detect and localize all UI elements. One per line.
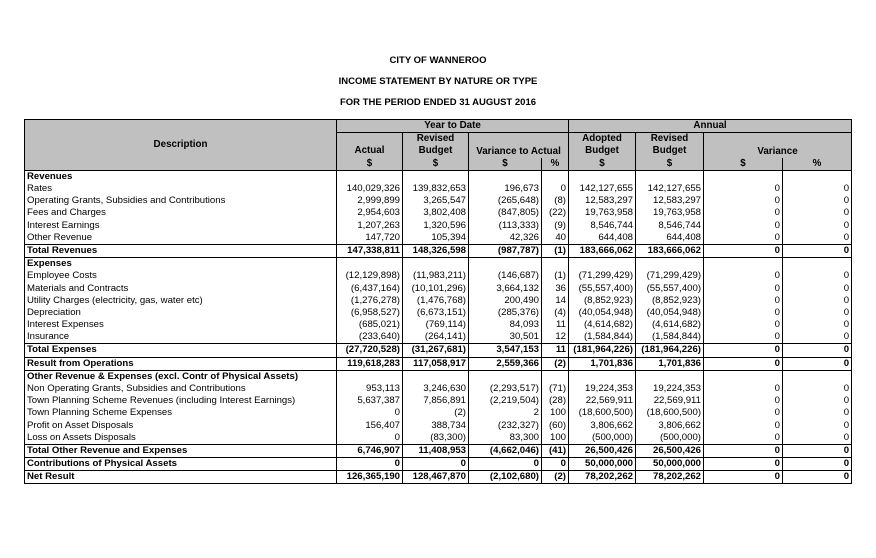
row-description: Materials and Contracts: [25, 282, 337, 294]
ytd-revised-budget-cell: 0: [403, 458, 469, 471]
total-row: [25, 244, 852, 257]
row-description: Total Expenses: [25, 344, 337, 357]
annual-revised-budget-cell: (71,299,429): [636, 270, 704, 282]
annual-variance-percent-cell: 0: [783, 282, 852, 294]
total-row: [25, 357, 852, 370]
annual-variance-percent-cell: 0: [783, 307, 852, 319]
annual-variance-percent-cell: 0: [783, 432, 852, 445]
row-description: Employee Costs: [25, 270, 337, 282]
ytd-variance-amount-cell: 2: [469, 407, 542, 419]
annual-variance-percent-cell: 0: [783, 220, 852, 232]
ytd-revised-budget-cell: (83,300): [403, 432, 469, 445]
ytd-variance-percent-cell: (2): [542, 471, 569, 484]
ytd-variance-percent-cell: 0: [542, 458, 569, 471]
ytd-actual-cell: [337, 370, 403, 383]
ytd-variance-amount-cell: 0: [469, 458, 542, 471]
annual-variance-percent-cell: 0: [783, 420, 852, 432]
ytd-revised-budget-cell: 139,832,653: [403, 183, 469, 195]
annual-variance-amount-cell: 0: [704, 319, 783, 331]
annual-variance-percent-cell: 0: [783, 395, 852, 407]
annual-variance-amount-cell: 0: [704, 383, 783, 395]
annual-revised-budget-cell: (18,600,500): [636, 407, 704, 419]
annual-adopted-budget-cell: (8,852,923): [569, 295, 636, 307]
annual-revised-budget-cell: 142,127,655: [636, 183, 704, 195]
ytd-revised-budget-cell: 1,320,596: [403, 220, 469, 232]
ytd-revised-budget-cell: 7,856,891: [403, 395, 469, 407]
row-description: Utility Charges (electricity, gas, water etc): [25, 295, 337, 307]
adopted-budget-header: Adopted Budget: [569, 133, 636, 158]
ytd-variance-percent-cell: (60): [542, 420, 569, 432]
annual-adopted-budget-cell: (55,557,400): [569, 282, 636, 294]
annual-variance-percent-unit: %: [783, 158, 852, 171]
row-description: Contributions of Physical Assets: [25, 458, 337, 471]
annual-variance-amount-cell: 0: [704, 295, 783, 307]
annual-adopted-budget-cell: 12,583,297: [569, 195, 636, 207]
annual-revised-budget-cell: (55,557,400): [636, 282, 704, 294]
ytd-group-header: Year to Date: [337, 120, 569, 133]
annual-variance-percent-cell: 0: [783, 331, 852, 344]
annual-revised-budget-cell: [636, 170, 704, 183]
ytd-revised-budget-cell: (264,141): [403, 331, 469, 344]
ytd-revised-budget-cell: 11,408,953: [403, 444, 469, 457]
annual-adopted-budget-cell: 183,666,062: [569, 244, 636, 257]
ytd-actual-cell: (685,021): [337, 319, 403, 331]
ytd-variance-amount-cell: (2,219,504): [469, 395, 542, 407]
ytd-variance-percent-cell: (1): [542, 244, 569, 257]
annual-variance-amount-cell: 0: [704, 344, 783, 357]
ytd-revised-budget-cell: 128,467,870: [403, 471, 469, 484]
ytd-variance-percent-cell: 11: [542, 319, 569, 331]
annual-variance-amount-cell: 0: [704, 195, 783, 207]
annual-variance-dollar-unit: $: [704, 158, 783, 171]
actual-unit: $: [337, 158, 403, 171]
ytd-actual-cell: 119,618,283: [337, 357, 403, 370]
variance-percent-unit: %: [542, 158, 569, 171]
total-row: [25, 458, 852, 471]
ytd-variance-percent-cell: 40: [542, 232, 569, 245]
annual-adopted-budget-cell: 644,408: [569, 232, 636, 245]
annual-variance-percent-cell: [783, 170, 852, 183]
annual-revised-budget-cell: 8,546,744: [636, 220, 704, 232]
table-row: [25, 183, 852, 195]
annual-revised-budget-cell: 12,583,297: [636, 195, 704, 207]
revised-budget-unit: $: [403, 158, 469, 171]
ytd-revised-budget-cell: (6,673,151): [403, 307, 469, 319]
ytd-variance-amount-cell: (987,787): [469, 244, 542, 257]
annual-adopted-budget-cell: 142,127,655: [569, 183, 636, 195]
report-entity-title: CITY OF WANNEROO: [389, 55, 487, 66]
annual-revised-budget-cell: 78,202,262: [636, 471, 704, 484]
annual-variance-percent-cell: 0: [783, 471, 852, 484]
table-row: [25, 319, 852, 331]
section-heading-row: [25, 170, 852, 183]
annual-revised-budget-cell: (40,054,948): [636, 307, 704, 319]
row-description: Profit on Asset Disposals: [25, 420, 337, 432]
annual-revised-budget-cell: (4,614,682): [636, 319, 704, 331]
annual-revised-budget-cell: (8,852,923): [636, 295, 704, 307]
annual-variance-percent-cell: 0: [783, 244, 852, 257]
annual-variance-amount-cell: [704, 258, 783, 271]
annual-adopted-budget-cell: (4,614,682): [569, 319, 636, 331]
row-description: Total Other Revenue and Expenses: [25, 444, 337, 457]
ytd-actual-cell: (27,720,528): [337, 344, 403, 357]
ytd-variance-amount-cell: 84,093: [469, 319, 542, 331]
annual-variance-amount-cell: 0: [704, 282, 783, 294]
ytd-variance-percent-cell: 100: [542, 432, 569, 445]
annual-variance-percent-cell: 0: [783, 270, 852, 282]
ytd-variance-amount-cell: [469, 170, 542, 183]
table-row: [25, 295, 852, 307]
annual-adopted-budget-cell: 78,202,262: [569, 471, 636, 484]
ytd-variance-percent-cell: (22): [542, 207, 569, 219]
annual-group-header: Annual: [569, 120, 852, 133]
table-row: [25, 220, 852, 232]
ytd-variance-amount-cell: 2,559,366: [469, 357, 542, 370]
ytd-revised-budget-cell: 148,326,598: [403, 244, 469, 257]
annual-revised-budget-cell: 1,701,836: [636, 357, 704, 370]
annual-adopted-budget-cell: 3,806,662: [569, 420, 636, 432]
row-description: Total Revenues: [25, 244, 337, 257]
annual-variance-percent-cell: 0: [783, 344, 852, 357]
report-title: INCOME STATEMENT BY NATURE OR TYPE: [338, 76, 538, 87]
annual-adopted-budget-cell: (1,584,844): [569, 331, 636, 344]
ytd-revised-budget-cell: 105,394: [403, 232, 469, 245]
ytd-variance-amount-cell: (847,805): [469, 207, 542, 219]
annual-revised-budget-cell: [636, 370, 704, 383]
annual-adopted-budget-cell: (71,299,429): [569, 270, 636, 282]
ytd-variance-percent-cell: [542, 370, 569, 383]
annual-adopted-budget-cell: 19,763,958: [569, 207, 636, 219]
ytd-variance-percent-cell: (8): [542, 195, 569, 207]
income-statement-table: [24, 119, 852, 484]
table-row: [25, 282, 852, 294]
annual-variance-percent-cell: 0: [783, 319, 852, 331]
ytd-variance-percent-cell: (1): [542, 270, 569, 282]
annual-revised-budget-cell: 19,763,958: [636, 207, 704, 219]
ytd-actual-cell: [337, 170, 403, 183]
annual-variance-percent-cell: [783, 370, 852, 383]
row-description: Fees and Charges: [25, 207, 337, 219]
ytd-variance-amount-cell: 30,501: [469, 331, 542, 344]
annual-adopted-budget-cell: [569, 170, 636, 183]
ytd-revised-budget-cell: [403, 370, 469, 383]
table-row: [25, 232, 852, 245]
ytd-actual-cell: [337, 258, 403, 271]
row-description: Loss on Assets Disposals: [25, 432, 337, 445]
ytd-variance-percent-cell: 0: [542, 183, 569, 195]
annual-variance-amount-cell: 0: [704, 357, 783, 370]
ytd-actual-cell: 2,999,899: [337, 195, 403, 207]
table-row: [25, 432, 852, 445]
row-description: Insurance: [25, 331, 337, 344]
ytd-variance-percent-cell: 100: [542, 407, 569, 419]
annual-variance-percent-cell: 0: [783, 195, 852, 207]
row-description: Rates: [25, 183, 337, 195]
row-description: Revenues: [25, 170, 337, 183]
annual-variance-percent-cell: 0: [783, 357, 852, 370]
annual-revised-budget-unit: $: [636, 158, 704, 171]
total-row: [25, 471, 852, 484]
ytd-variance-percent-cell: 11: [542, 344, 569, 357]
annual-variance-amount-cell: 0: [704, 432, 783, 445]
ytd-variance-amount-cell: (285,376): [469, 307, 542, 319]
annual-variance-percent-cell: 0: [783, 407, 852, 419]
annual-variance-percent-cell: 0: [783, 458, 852, 471]
annual-adopted-budget-cell: [569, 258, 636, 271]
annual-revised-budget-cell: 26,500,426: [636, 444, 704, 457]
ytd-actual-cell: (6,958,527): [337, 307, 403, 319]
table-row: [25, 395, 852, 407]
ytd-variance-percent-cell: 12: [542, 331, 569, 344]
row-description: Result from Operations: [25, 357, 337, 370]
row-description: Interest Expenses: [25, 319, 337, 331]
ytd-actual-cell: 6,746,907: [337, 444, 403, 457]
table-row: [25, 420, 852, 432]
annual-variance-amount-cell: [704, 370, 783, 383]
ytd-actual-cell: 5,637,387: [337, 395, 403, 407]
ytd-actual-cell: 156,407: [337, 420, 403, 432]
ytd-variance-percent-cell: 36: [542, 282, 569, 294]
ytd-variance-amount-cell: (265,648): [469, 195, 542, 207]
ytd-variance-amount-cell: (146,687): [469, 270, 542, 282]
ytd-variance-percent-cell: [542, 170, 569, 183]
annual-variance-header: Variance: [704, 133, 852, 158]
total-row: [25, 444, 852, 457]
ytd-revised-budget-cell: [403, 170, 469, 183]
row-description: Non Operating Grants, Subsidies and Contributions: [25, 383, 337, 395]
ytd-actual-cell: (6,437,164): [337, 282, 403, 294]
annual-revised-budget-cell: (181,964,226): [636, 344, 704, 357]
annual-variance-percent-cell: 0: [783, 183, 852, 195]
annual-variance-amount-cell: 0: [704, 207, 783, 219]
ytd-revised-budget-cell: (10,101,296): [403, 282, 469, 294]
ytd-actual-cell: (12,129,898): [337, 270, 403, 282]
ytd-actual-cell: 147,338,811: [337, 244, 403, 257]
ytd-revised-budget-cell: 388,734: [403, 420, 469, 432]
annual-adopted-budget-cell: 19,224,353: [569, 383, 636, 395]
ytd-revised-budget-cell: (2): [403, 407, 469, 419]
table-row: [25, 195, 852, 207]
annual-variance-amount-cell: 0: [704, 270, 783, 282]
ytd-actual-cell: 0: [337, 458, 403, 471]
annual-variance-percent-cell: 0: [783, 444, 852, 457]
annual-adopted-budget-cell: (181,964,226): [569, 344, 636, 357]
annual-adopted-budget-cell: 22,569,911: [569, 395, 636, 407]
table-row: [25, 270, 852, 282]
ytd-variance-percent-cell: (28): [542, 395, 569, 407]
annual-revised-budget-cell: 22,569,911: [636, 395, 704, 407]
ytd-actual-cell: 147,720: [337, 232, 403, 245]
ytd-revised-budget-cell: (11,983,211): [403, 270, 469, 282]
row-description: Operating Grants, Subsidies and Contributions: [25, 195, 337, 207]
actual-header: Actual: [337, 145, 403, 157]
ytd-variance-percent-cell: 14: [542, 295, 569, 307]
ytd-revised-budget-cell: [403, 258, 469, 271]
annual-variance-amount-cell: 0: [704, 244, 783, 257]
annual-variance-amount-cell: 0: [704, 471, 783, 484]
actual-header-blank: [337, 133, 403, 146]
annual-adopted-budget-cell: 50,000,000: [569, 458, 636, 471]
ytd-variance-amount-cell: (2,293,517): [469, 383, 542, 395]
annual-variance-amount-cell: 0: [704, 395, 783, 407]
annual-adopted-budget-cell: [569, 370, 636, 383]
annual-revised-budget-cell: 50,000,000: [636, 458, 704, 471]
description-header: Description: [25, 120, 337, 171]
annual-variance-amount-cell: 0: [704, 444, 783, 457]
annual-adopted-budget-cell: (18,600,500): [569, 407, 636, 419]
row-description: Interest Earnings: [25, 220, 337, 232]
ytd-revised-budget-cell: 117,058,917: [403, 357, 469, 370]
ytd-variance-amount-cell: 3,664,132: [469, 282, 542, 294]
ytd-variance-percent-cell: (2): [542, 357, 569, 370]
row-description: Town Planning Scheme Revenues (including Interest Earnings): [25, 395, 337, 407]
variance-to-actual-header: Variance to Actual: [469, 133, 569, 158]
table-row: [25, 383, 852, 395]
ytd-revised-budget-cell: 3,265,547: [403, 195, 469, 207]
ytd-actual-cell: 140,029,326: [337, 183, 403, 195]
row-description: Depreciation: [25, 307, 337, 319]
ytd-revised-budget-cell: (769,114): [403, 319, 469, 331]
ytd-actual-cell: (1,276,278): [337, 295, 403, 307]
ytd-variance-amount-cell: (4,662,046): [469, 444, 542, 457]
annual-variance-amount-cell: [704, 170, 783, 183]
ytd-variance-percent-cell: [542, 258, 569, 271]
table-row: [25, 331, 852, 344]
annual-revised-budget-cell: (1,584,844): [636, 331, 704, 344]
annual-revised-budget-cell: 19,224,353: [636, 383, 704, 395]
total-row: [25, 344, 852, 357]
ytd-variance-amount-cell: [469, 370, 542, 383]
revised-budget-header: Revised Budget: [403, 133, 469, 158]
annual-variance-amount-cell: 0: [704, 220, 783, 232]
annual-variance-amount-cell: 0: [704, 420, 783, 432]
ytd-variance-percent-cell: (71): [542, 383, 569, 395]
ytd-revised-budget-cell: (31,267,681): [403, 344, 469, 357]
annual-variance-amount-cell: 0: [704, 307, 783, 319]
ytd-actual-cell: 0: [337, 407, 403, 419]
annual-revised-budget-header: Revised Budget: [636, 133, 704, 158]
annual-variance-amount-cell: 0: [704, 183, 783, 195]
adopted-budget-unit: $: [569, 158, 636, 171]
ytd-revised-budget-cell: 3,246,630: [403, 383, 469, 395]
ytd-actual-cell: 953,113: [337, 383, 403, 395]
report-period: FOR THE PERIOD ENDED 31 AUGUST 2016: [339, 97, 537, 108]
ytd-variance-amount-cell: (113,333): [469, 220, 542, 232]
annual-revised-budget-cell: 3,806,662: [636, 420, 704, 432]
ytd-variance-amount-cell: (2,102,680): [469, 471, 542, 484]
ytd-variance-percent-cell: (9): [542, 220, 569, 232]
ytd-variance-percent-cell: (4): [542, 307, 569, 319]
table-row: [25, 207, 852, 219]
annual-revised-budget-cell: [636, 258, 704, 271]
ytd-variance-amount-cell: [469, 258, 542, 271]
section-heading-row: [25, 258, 852, 271]
annual-adopted-budget-cell: 8,546,744: [569, 220, 636, 232]
annual-adopted-budget-cell: (500,000): [569, 432, 636, 445]
ytd-variance-amount-cell: 3,547,153: [469, 344, 542, 357]
annual-variance-amount-cell: 0: [704, 232, 783, 245]
ytd-actual-cell: 126,365,190: [337, 471, 403, 484]
ytd-variance-amount-cell: (232,327): [469, 420, 542, 432]
ytd-revised-budget-cell: (1,476,768): [403, 295, 469, 307]
row-description: Town Planning Scheme Expenses: [25, 407, 337, 419]
ytd-variance-amount-cell: 196,673: [469, 183, 542, 195]
section-heading-row: [25, 370, 852, 383]
annual-variance-percent-cell: 0: [783, 232, 852, 245]
table-header: [25, 120, 852, 171]
annual-adopted-budget-cell: 1,701,836: [569, 357, 636, 370]
annual-variance-percent-cell: 0: [783, 295, 852, 307]
ytd-variance-amount-cell: 42,326: [469, 232, 542, 245]
ytd-variance-amount-cell: 200,490: [469, 295, 542, 307]
row-description: Other Revenue & Expenses (excl. Contr of Physical Assets): [25, 370, 337, 383]
ytd-actual-cell: 0: [337, 432, 403, 445]
annual-revised-budget-cell: 644,408: [636, 232, 704, 245]
row-description: Net Result: [25, 471, 337, 484]
ytd-revised-budget-cell: 3,802,408: [403, 207, 469, 219]
annual-adopted-budget-cell: 26,500,426: [569, 444, 636, 457]
row-description: Other Revenue: [25, 232, 337, 245]
ytd-actual-cell: 2,954,603: [337, 207, 403, 219]
annual-variance-percent-cell: 0: [783, 383, 852, 395]
annual-variance-amount-cell: 0: [704, 407, 783, 419]
annual-adopted-budget-cell: (40,054,948): [569, 307, 636, 319]
table-body: [25, 170, 852, 484]
ytd-actual-cell: 1,207,263: [337, 220, 403, 232]
annual-variance-amount-cell: 0: [704, 458, 783, 471]
table-row: [25, 307, 852, 319]
ytd-variance-percent-cell: (41): [542, 444, 569, 457]
ytd-variance-amount-cell: 83,300: [469, 432, 542, 445]
row-description: Expenses: [25, 258, 337, 271]
annual-variance-percent-cell: 0: [783, 207, 852, 219]
ytd-actual-cell: (233,640): [337, 331, 403, 344]
annual-variance-amount-cell: 0: [704, 331, 783, 344]
annual-revised-budget-cell: (500,000): [636, 432, 704, 445]
table-row: [25, 407, 852, 419]
annual-variance-percent-cell: [783, 258, 852, 271]
annual-revised-budget-cell: 183,666,062: [636, 244, 704, 257]
variance-dollar-unit: $: [469, 158, 542, 171]
